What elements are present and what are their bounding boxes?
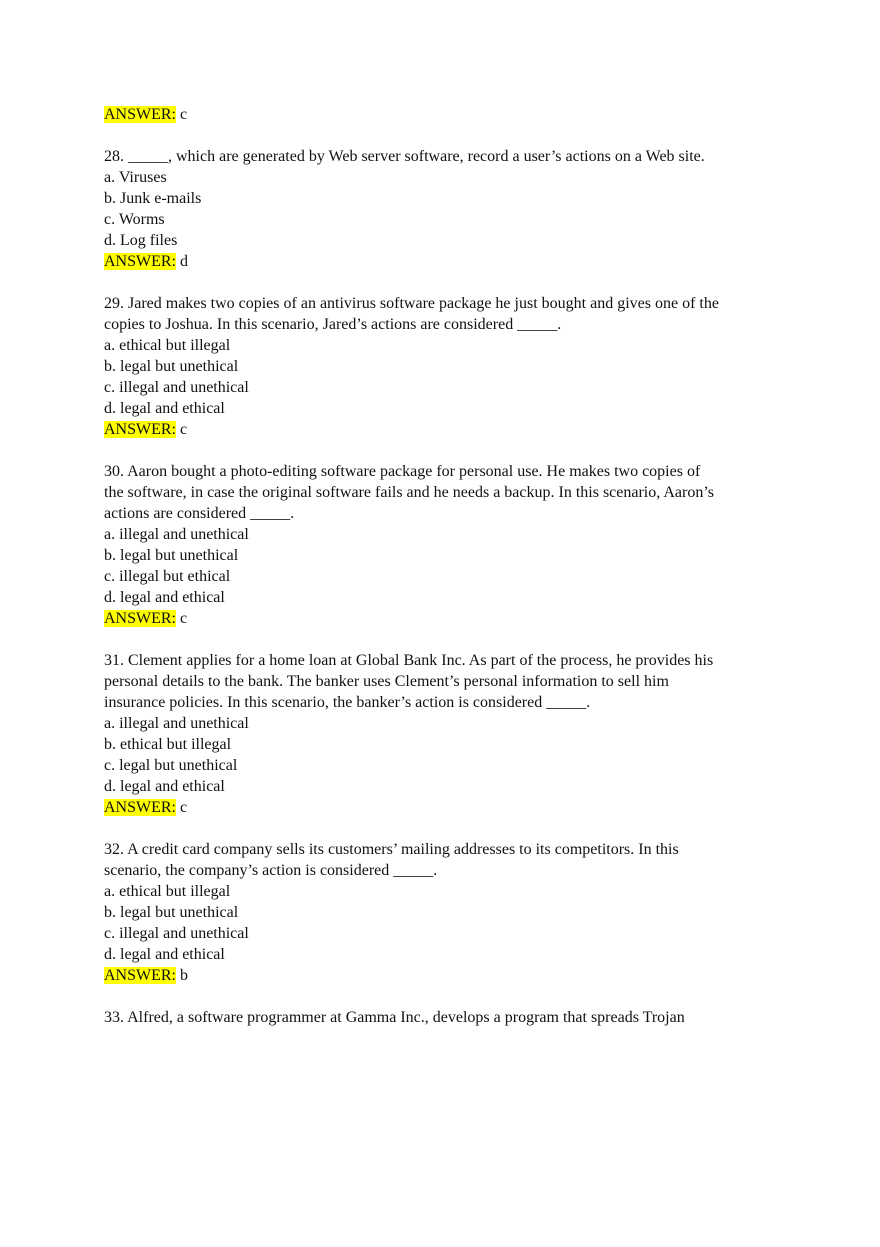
question-30 bbox=[104, 461, 784, 629]
question-text: 32. A credit card company sells its customers’ mailing addresses to its competitors. In this bbox=[104, 841, 679, 858]
option-a: a. illegal and unethical bbox=[104, 526, 249, 543]
answer-label: ANSWER: bbox=[104, 610, 176, 627]
answer-label: ANSWER: bbox=[104, 421, 176, 438]
question-text: the software, in case the original software fails and he needs a backup. In this scenario, Aaron’s bbox=[104, 484, 715, 501]
option-d: d. legal and ethical bbox=[104, 778, 225, 795]
question-text: personal details to the bank. The banker uses Clement’s personal information to sell him bbox=[104, 673, 669, 690]
option-b: b. legal but unethical bbox=[104, 904, 239, 921]
question-text: actions are considered _____. bbox=[104, 505, 295, 522]
answer-value: c bbox=[176, 421, 188, 438]
answer-line bbox=[104, 797, 784, 818]
answer-value: c bbox=[176, 106, 188, 123]
option-c: c. illegal but ethical bbox=[104, 568, 231, 585]
question-text: scenario, the company’s action is considered _____. bbox=[104, 862, 438, 879]
option-d: d. legal and ethical bbox=[104, 400, 225, 417]
answer-label: ANSWER: bbox=[104, 799, 176, 816]
answer-value: b bbox=[176, 967, 188, 984]
question-28 bbox=[104, 146, 784, 272]
option-c: c. illegal and unethical bbox=[104, 925, 249, 942]
spacer bbox=[104, 629, 784, 650]
option-c: c. Worms bbox=[104, 211, 165, 228]
option-a: a. ethical but illegal bbox=[104, 337, 231, 354]
option-d: d. legal and ethical bbox=[104, 946, 225, 963]
answer-line bbox=[104, 251, 784, 272]
option-b: b. legal but unethical bbox=[104, 547, 239, 564]
question-text: insurance policies. In this scenario, the banker’s action is considered _____. bbox=[104, 694, 591, 711]
answer-line bbox=[104, 419, 784, 440]
answer-value: c bbox=[176, 610, 188, 627]
answer-value: d bbox=[176, 253, 188, 270]
answer-line bbox=[104, 104, 784, 125]
option-c: c. legal but unethical bbox=[104, 757, 238, 774]
option-b: b. Junk e-mails bbox=[104, 190, 202, 207]
answer-label: ANSWER: bbox=[104, 967, 176, 984]
option-b: b. legal but unethical bbox=[104, 358, 239, 375]
question-33-text: 33. Alfred, a software programmer at Gamma Inc., develops a program that spreads Trojan bbox=[104, 1009, 685, 1026]
page-content bbox=[104, 104, 784, 1028]
answer-label: ANSWER: bbox=[104, 106, 176, 123]
question-text: 31. Clement applies for a home loan at Global Bank Inc. As part of the process, he provides his bbox=[104, 652, 714, 669]
spacer bbox=[104, 125, 784, 146]
answer-value: c bbox=[176, 799, 188, 816]
option-b: b. ethical but illegal bbox=[104, 736, 232, 753]
option-d: d. Log files bbox=[104, 232, 178, 249]
option-c: c. illegal and unethical bbox=[104, 379, 249, 396]
question-text: 28. _____, which are generated by Web server software, record a user’s actions on a Web site. bbox=[104, 148, 705, 165]
spacer bbox=[104, 440, 784, 461]
spacer bbox=[104, 986, 784, 1007]
option-a: a. illegal and unethical bbox=[104, 715, 249, 732]
option-a: a. ethical but illegal bbox=[104, 883, 231, 900]
answer-line bbox=[104, 965, 784, 986]
question-32 bbox=[104, 839, 784, 986]
option-d: d. legal and ethical bbox=[104, 589, 225, 606]
question-text: 29. Jared makes two copies of an antivirus software package he just bought and gives one of the bbox=[104, 295, 719, 312]
spacer bbox=[104, 272, 784, 293]
question-text: copies to Joshua. In this scenario, Jared’s actions are considered _____. bbox=[104, 316, 562, 333]
option-a: a. Viruses bbox=[104, 169, 167, 186]
answer-line bbox=[104, 608, 784, 629]
spacer bbox=[104, 818, 784, 839]
answer-label: ANSWER: bbox=[104, 253, 176, 270]
question-31 bbox=[104, 650, 784, 818]
question-29 bbox=[104, 293, 784, 440]
question-text: 30. Aaron bought a photo-editing software package for personal use. He makes two copies of bbox=[104, 463, 701, 480]
